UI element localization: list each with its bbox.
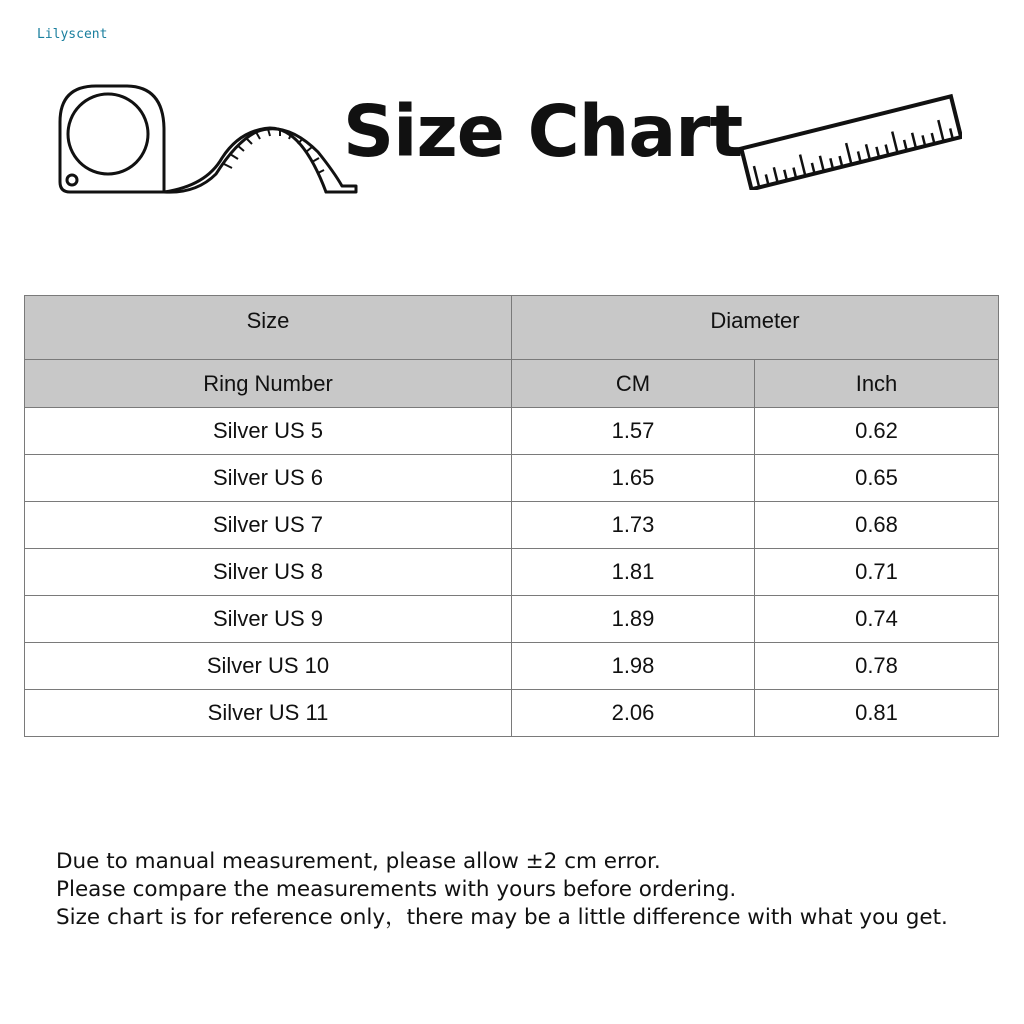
cell-size: Silver US 11 [25, 690, 512, 737]
cell-size: Silver US 10 [25, 643, 512, 690]
ruler-tick [812, 163, 815, 174]
cell-inch: 0.68 [755, 502, 999, 549]
table-header-row [25, 296, 999, 360]
header-inch: Inch [755, 360, 999, 408]
brand-logo-text: Lilyscent [37, 27, 108, 42]
header-cm: CM [512, 360, 755, 408]
table-row [25, 408, 999, 455]
cell-size: Silver US 6 [25, 455, 512, 502]
cell-cm: 1.81 [512, 549, 755, 596]
table-row [25, 549, 999, 596]
ruler-tick [950, 128, 953, 139]
cell-inch: 0.65 [755, 455, 999, 502]
cell-cm: 1.89 [512, 596, 755, 643]
cell-cm: 2.06 [512, 690, 755, 737]
cell-size: Silver US 8 [25, 549, 512, 596]
note-line: Due to manual measurement, please allow ±2 cm error. [56, 849, 661, 874]
table-row [25, 596, 999, 643]
ruler-tick [886, 145, 889, 156]
ruler-tick [938, 120, 943, 141]
cell-cm: 1.57 [512, 408, 755, 455]
ruler-tick [766, 174, 769, 185]
ruler-tick [923, 135, 926, 146]
ruler-tick [830, 158, 833, 169]
cell-inch: 0.71 [755, 549, 999, 596]
ruler-tick [840, 156, 843, 167]
ruler-tick [774, 167, 778, 183]
disclaimer-notes [56, 848, 948, 932]
page-title: Size Chart [343, 90, 743, 173]
measuring-tape-icon [56, 82, 360, 200]
cell-cm: 1.98 [512, 643, 755, 690]
cell-size: Silver US 5 [25, 408, 512, 455]
cell-inch: 0.78 [755, 643, 999, 690]
ruler-tick [866, 144, 870, 160]
cell-size: Silver US 9 [25, 596, 512, 643]
header-diameter: Diameter [512, 296, 999, 360]
cell-inch: 0.74 [755, 596, 999, 643]
note-line: Size chart is for reference only，there may be a little difference with what you get. [56, 905, 948, 930]
size-chart-table [24, 295, 999, 737]
ruler-tick [793, 168, 796, 179]
ruler-tick [754, 166, 759, 187]
header-ring-number: Ring Number [25, 360, 512, 408]
cell-size: Silver US 7 [25, 502, 512, 549]
ruler-tick [784, 170, 787, 181]
ruler-tick [876, 147, 879, 158]
ruler-tick [800, 155, 805, 176]
cell-cm: 1.73 [512, 502, 755, 549]
ruler-tick [904, 140, 907, 151]
table-row [25, 455, 999, 502]
cell-inch: 0.62 [755, 408, 999, 455]
table-row [25, 502, 999, 549]
table-row [25, 690, 999, 737]
ruler-tick [820, 156, 824, 172]
ruler-tick [858, 151, 861, 162]
ruler-icon [738, 86, 962, 190]
note-line: Please compare the measurements with yours before ordering. [56, 877, 737, 902]
table-subheader-row [25, 360, 999, 408]
ruler-tick [892, 132, 897, 153]
ruler-tick [932, 133, 935, 144]
ruler-tick [846, 143, 851, 164]
ruler-tick [912, 133, 916, 149]
header-size: Size [25, 296, 512, 360]
table-row [25, 643, 999, 690]
cell-inch: 0.81 [755, 690, 999, 737]
cell-cm: 1.65 [512, 455, 755, 502]
